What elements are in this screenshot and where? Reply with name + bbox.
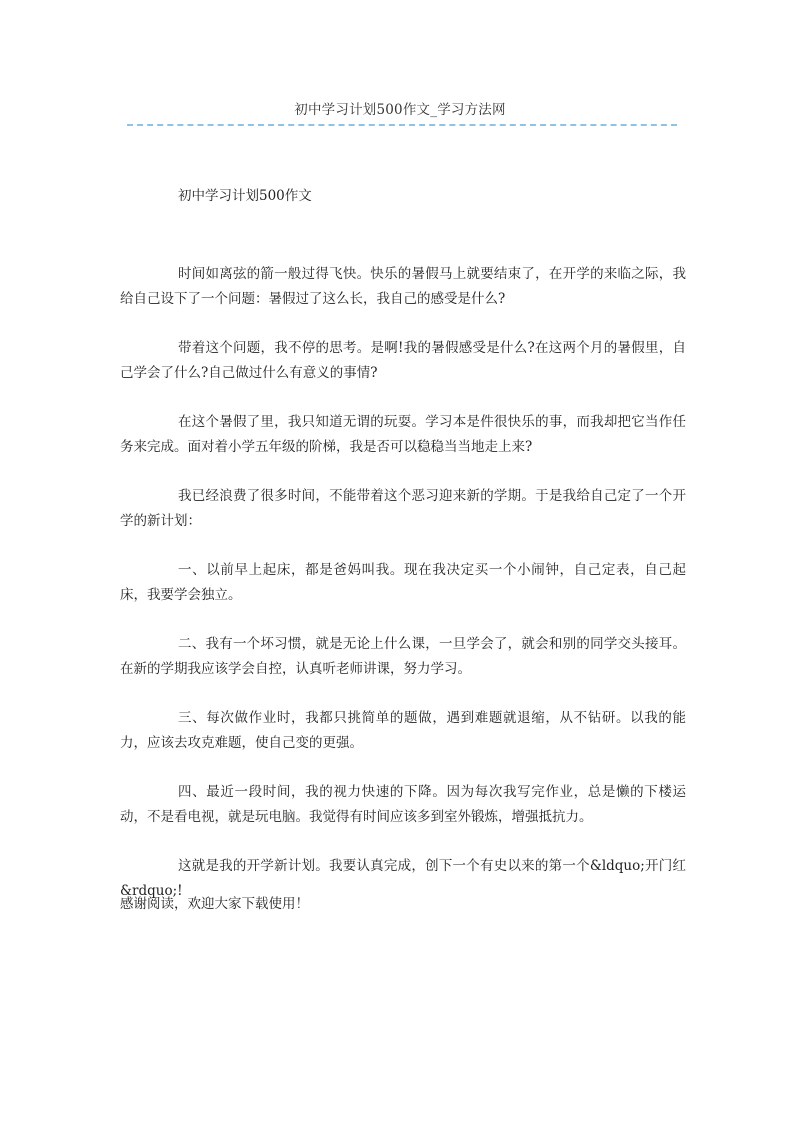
document-title: 初中学习计划500作文 xyxy=(178,188,312,204)
header-divider xyxy=(127,124,677,126)
closing-note: 感谢阅读，欢迎大家下载使用！ xyxy=(120,896,309,912)
paragraph-3: 在这个暑假了里，我只知道无谓的玩耍。学习本是件很快乐的事，而我却把它当作任务来完成。面对着小学五年级的阶梯，我是否可以稳稳当当地走上来? xyxy=(120,414,686,455)
header-title: 初中学习计划500作文_学习方法网 xyxy=(294,102,506,118)
paragraph-2: 带着这个问题，我不停的思考。是啊!我的暑假感受是什么?在这两个月的暑假里，自己学会了什么?自己做过什么有意义的事情? xyxy=(120,340,686,381)
paragraph-6: 二、我有一个坏习惯，就是无论上什么课，一旦学会了，就会和别的同学交头接耳。在新的学期我应该学会自控，认真听老师讲课，努力学习。 xyxy=(120,636,686,677)
paragraph-9: 这就是我的开学新计划。我要认真完成，创下一个有史以来的第一个&ldquo;开门红&rdquo;! xyxy=(120,858,686,899)
paragraph-7: 三、每次做作业时，我都只挑简单的题做，遇到难题就退缩，从不钻研。以我的能力，应该去攻克难题，使自己变的更强。 xyxy=(120,710,686,751)
paragraph-8: 四、最近一段时间，我的视力快速的下降。因为每次我写完作业，总是懒的下楼运动，不是看电视，就是玩电脑。我觉得有时间应该多到室外锻炼，增强抵抗力。 xyxy=(120,784,686,825)
paragraph-4: 我已经浪费了很多时间，不能带着这个恶习迎来新的学期。于是我给自己定了一个开学的新计划： xyxy=(120,488,686,529)
paragraph-5: 一、以前早上起床，都是爸妈叫我。现在我决定买一个小闹钟，自己定表，自己起床，我要学会独立。 xyxy=(120,562,686,603)
paragraph-1: 时间如离弦的箭一般过得飞快。快乐的暑假马上就要结束了，在开学的来临之际，我给自己设下了一个问题：暑假过了这么长，我自己的感受是什么? xyxy=(120,266,686,307)
document-body xyxy=(120,262,686,928)
